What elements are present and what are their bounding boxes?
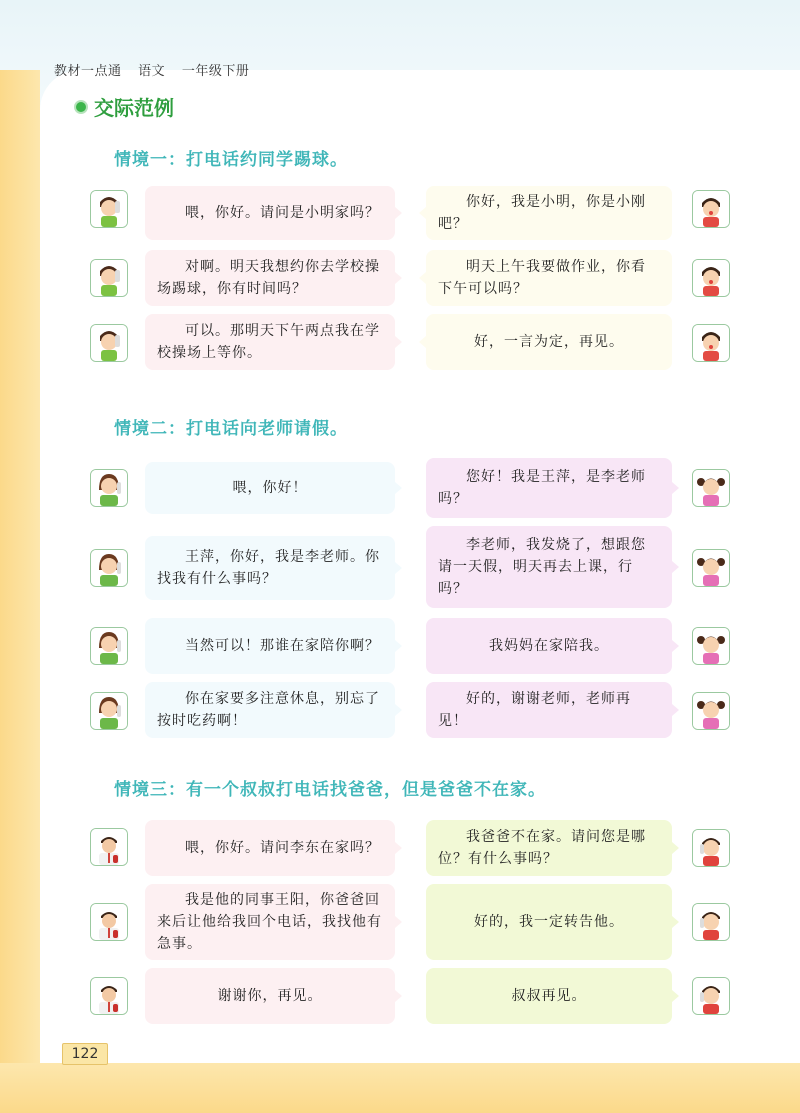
book-title: 教材一点通 [54,64,122,79]
section-heading [74,92,174,121]
dialogue-bubble: 王萍，你好，我是李老师。你找我有什么事吗？ [145,536,395,600]
left-decorative-band [0,70,40,1113]
teacher-li-avatar [90,692,128,730]
girl-wangping-avatar [692,549,730,587]
dialogue-bubble: 明天上午我要做作业，你看下午可以吗？ [426,250,672,306]
page-number: 122 [62,1043,108,1065]
dialogue-bubble: 我爸爸不在家。请问您是哪位？有什么事吗？ [426,820,672,876]
girl-wangping-avatar [692,469,730,507]
child-avatar [692,977,730,1015]
uncle-wangyang-avatar [90,828,128,866]
dialogue-bubble: 可以。那明天下午两点我在学校操场上等你。 [145,314,395,370]
boy-xiaoming-avatar [692,324,730,362]
boy-xiaoming-avatar [692,190,730,228]
dialogue-bubble: 你好，我是小明，你是小刚吧？ [426,186,672,240]
girl-wangping-avatar [692,627,730,665]
scenario-3-title: 情境三：有一个叔叔打电话找爸爸，但是爸爸不在家。 [114,780,546,800]
dialogue-bubble: 当然可以！那谁在家陪你啊？ [145,618,395,674]
dialogue-bubble: 好的，谢谢老师，老师再见！ [426,682,672,738]
uncle-wangyang-avatar [90,977,128,1015]
scenario-1-title: 情境一：打电话约同学踢球。 [114,150,348,170]
scenario-2-title: 情境二：打电话向老师请假。 [114,419,348,439]
subject-label: 语文 [138,64,166,79]
grade-label: 一年级下册 [181,64,250,79]
uncle-wangyang-avatar [90,903,128,941]
dialogue-bubble: 我是他的同事王阳，你爸爸回来后让他给我回个电话，我找他有急事。 [145,884,395,960]
dialogue-bubble: 您好！我是王萍，是李老师吗？ [426,458,672,518]
dialogue-bubble: 叔叔再见。 [426,968,672,1024]
dialogue-bubble: 谢谢你，再见。 [145,968,395,1024]
girl-wangping-avatar [692,692,730,730]
dialogue-bubble: 喂，你好。请问李东在家吗？ [145,820,395,876]
boy-xiaogang-avatar [90,259,128,297]
child-avatar [692,903,730,941]
bottom-decorative-band [0,1063,800,1113]
boy-xiaoming-avatar [692,259,730,297]
dialogue-bubble: 我妈妈在家陪我。 [426,618,672,674]
teacher-li-avatar [90,627,128,665]
dialogue-bubble: 对啊。明天我想约你去学校操场踢球，你有时间吗？ [145,250,395,306]
boy-xiaogang-avatar [90,190,128,228]
teacher-li-avatar [90,469,128,507]
dialogue-bubble: 好的，我一定转告他。 [426,884,672,960]
child-avatar [692,829,730,867]
dialogue-bubble: 你在家要多注意休息，别忘了按时吃药啊！ [145,682,395,738]
dialogue-bubble: 李老师，我发烧了，想跟您请一天假，明天再去上课，行吗？ [426,526,672,608]
running-header [54,60,261,79]
green-dot-icon [74,100,88,114]
dialogue-bubble: 喂，你好。请问是小明家吗？ [145,186,395,240]
teacher-li-avatar [90,549,128,587]
dialogue-bubble: 喂，你好！ [145,462,395,514]
section-title-text: 交际范例 [94,96,174,120]
dialogue-bubble: 好，一言为定，再见。 [426,314,672,370]
boy-xiaogang-avatar [90,324,128,362]
